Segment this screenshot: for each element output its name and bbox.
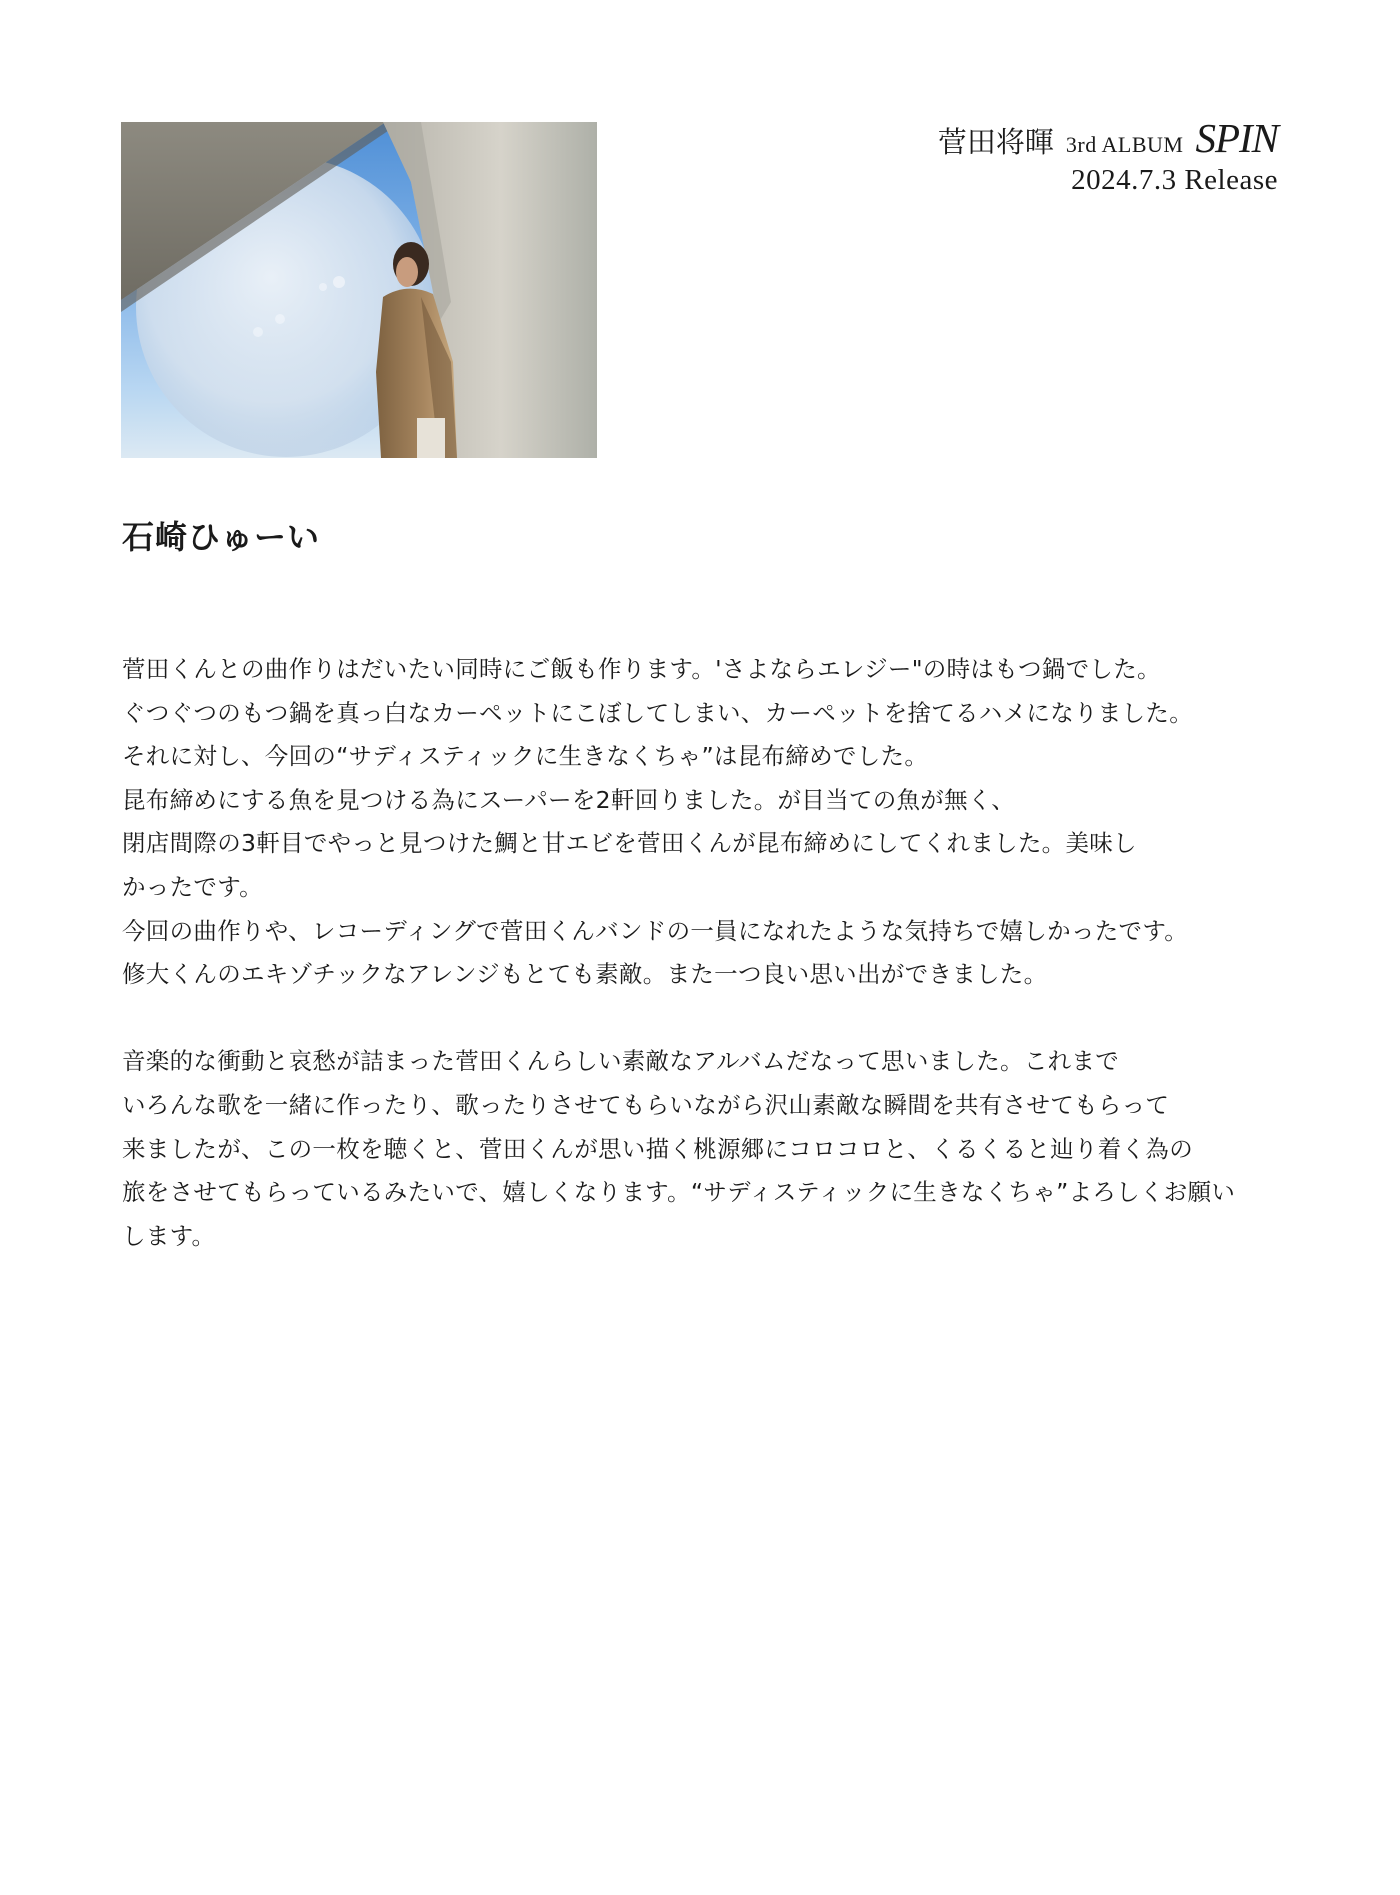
album-title: SPIN	[1195, 115, 1278, 161]
comment-author: 石崎ひゅーい	[122, 518, 321, 556]
album-ordinal: 3rd ALBUM	[1065, 132, 1184, 157]
paragraph-spacer	[122, 997, 1282, 1041]
text-line: 修大くんのエキゾチックなアレンジもとても素敵。また一つ良い思い出ができました。	[122, 960, 1048, 989]
cover-illustration	[121, 122, 597, 458]
text-line: いろんな歌を一緒に作ったり、歌ったりさせてもらいながら沢山素敵な瞬間を共有させてもらって	[122, 1090, 1170, 1119]
text-line: 来ましたが、この一枚を聴くと、菅田くんが思い描く桃源郷にコロコロと、くるくると辿り着く為の	[122, 1134, 1193, 1163]
text-line: 菅田くんとの曲作りはだいたい同時にご飯も作ります。'さよならエレジー"の時はもつ鍋でした。	[122, 655, 1161, 683]
text-line: かったです。	[122, 872, 263, 901]
text-line: 音楽的な衝動と哀愁が詰まった菅田くんらしい素敵なアルバムだなって思いました。これまで	[122, 1047, 1120, 1076]
comment-body	[122, 648, 1282, 1258]
text-line: 昆布締めにする魚を見つける為にスーパーを2軒回りました。が目当ての魚が無く、	[122, 785, 1016, 814]
text-line: ぐつぐつのもつ鍋を真っ白なカーペットにこぼしてしまい、カーペットを捨てるハメになりました。	[122, 698, 1193, 727]
release-date: 2024.7.3 Release	[1071, 164, 1278, 196]
album-cover-photo	[121, 122, 597, 458]
paragraph-1	[122, 648, 1282, 997]
paragraph-2	[122, 1040, 1282, 1258]
text-line: 今回の曲作りや、レコーディングで菅田くんバンドの一員になれたような気持ちで嬉しかったです。	[122, 916, 1189, 945]
text-line: します。	[122, 1221, 216, 1250]
text-line: 閉店間際の3軒目でやっと見つけた鯛と甘エビを菅田くんが昆布締めにしてくれました。美味し	[122, 829, 1137, 858]
text-line: それに対し、今回の“サディスティックに生きなくちゃ”は昆布締めでした。	[122, 742, 929, 771]
artist-name: 菅田将暉	[937, 125, 1054, 159]
album-header	[938, 114, 1278, 197]
text-line: 旅をさせてもらっているみたいで、嬉しくなります。“サディスティックに生きなくちゃ”よろしくお願い	[122, 1178, 1236, 1207]
album-title-line	[938, 114, 1278, 162]
